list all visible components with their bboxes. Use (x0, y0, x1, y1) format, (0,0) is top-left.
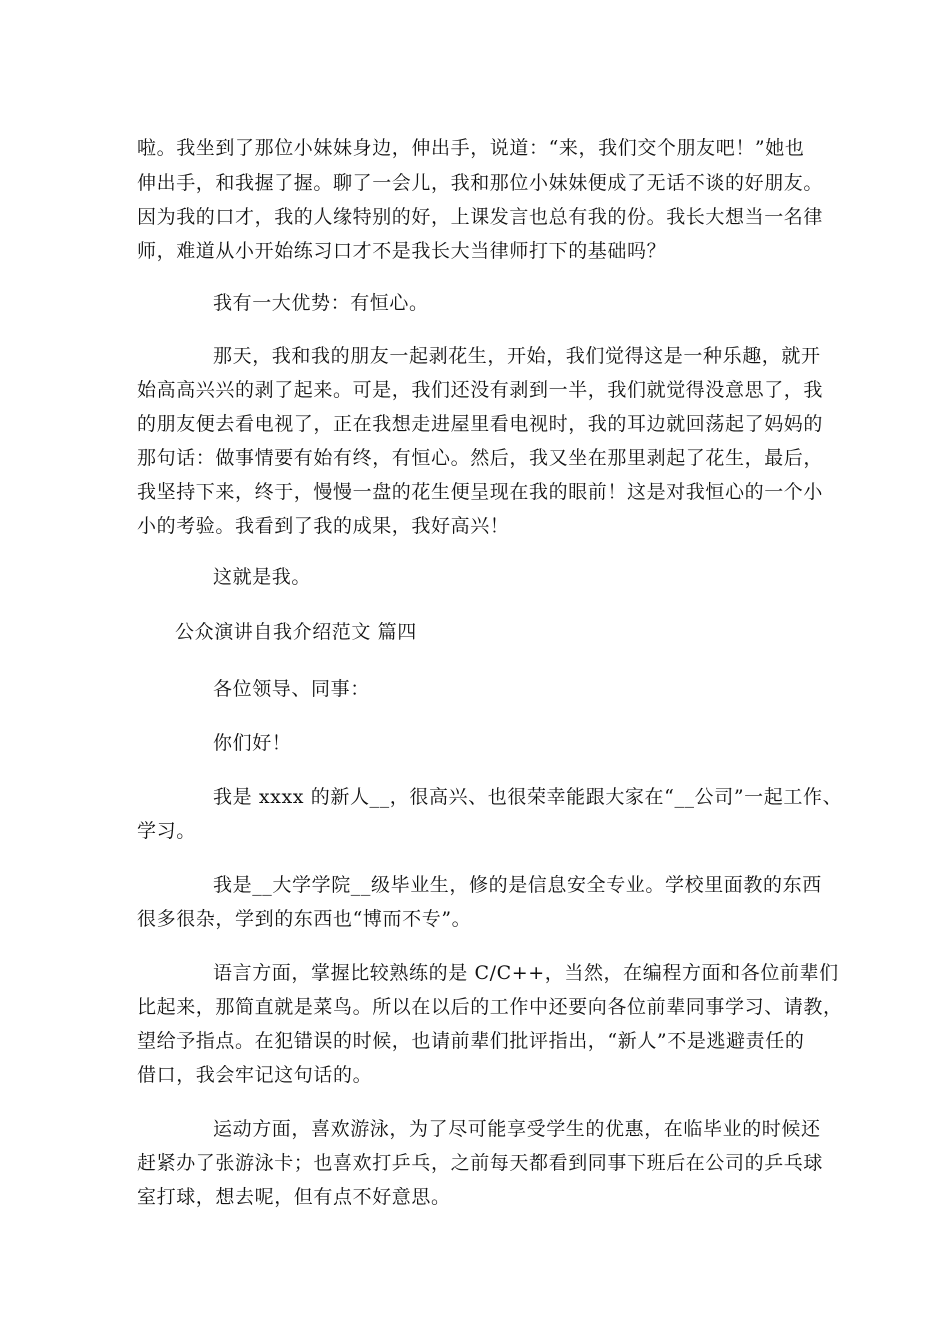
paragraph-line: 室打球，想去呢，但有点不好意思。 (137, 1186, 451, 1208)
paragraph-line: 因为我的口才，我的人缘特别的好，上课发言也总有我的份。我长大想当一名律 (137, 206, 824, 228)
paragraph-line: 语言方面，掌握比较熟练的是 C/C++，当然，在编程方面和各位前辈们 (213, 962, 839, 984)
greeting-line: 你们好！ (213, 732, 292, 754)
paragraph-line: 比起来，那简直就是菜鸟。所以在以后的工作中还要向各位前辈同事学习、请教， (137, 996, 843, 1018)
paragraph-line: 很多很杂，学到的东西也“博而不专”。 (137, 908, 472, 930)
paragraph-line: 啦。我坐到了那位小妹妹身边，伸出手，说道：“来，我们交个朋友吧！”她也 (137, 137, 805, 159)
paragraph-line: 的朋友便去看电视了，正在我想走进屋里看电视时，我的耳边就回荡起了妈妈的 (137, 413, 824, 435)
paragraph-line: 我坚持下来，终于，慢慢一盘的花生便呈现在我的眼前！这是对我恒心的一个小 (137, 481, 824, 503)
paragraph-line: 运动方面，喜欢游泳，为了尽可能享受学生的优惠，在临毕业的时候还 (213, 1118, 821, 1140)
paragraph-line: 借口，我会牢记这句话的。 (137, 1064, 373, 1086)
paragraph-line: 学习。 (137, 820, 196, 842)
paragraph-line: 那天，我和我的朋友一起剥花生，开始，我们觉得这是一种乐趣，就开 (213, 345, 821, 367)
greeting-line: 各位领导、同事： (213, 678, 370, 700)
paragraph-line: 这就是我。 (213, 566, 312, 588)
paragraph-line: 那句话：做事情要有始有终，有恒心。然后，我又坐在那里剥起了花生，最后， (137, 447, 824, 469)
paragraph-line: 始高高兴兴的剥了起来。可是，我们还没有剥到一半，我们就觉得没意思了，我 (137, 379, 824, 401)
paragraph-line: 我有一大优势：有恒心。 (213, 292, 429, 314)
paragraph-line: 师，难道从小开始练习口才不是我长大当律师打下的基础吗？ (137, 240, 667, 262)
paragraph-line: 赶紧办了张游泳卡；也喜欢打乒乓，之前每天都看到同事下班后在公司的乒乓球 (137, 1152, 824, 1174)
paragraph-line: 我是 xxxx 的新人__，很高兴、也很荣幸能跟大家在“__公司”一起工作、 (213, 786, 843, 808)
section-heading: 公众演讲自我介绍范文 篇四 (175, 621, 417, 643)
paragraph-line: 望给予指点。在犯错误的时候，也请前辈们批评指出，“新人”不是逃避责任的 (137, 1030, 805, 1052)
paragraph-line: 小的考验。我看到了我的成果，我好高兴！ (137, 515, 510, 537)
paragraph-line: 伸出手，和我握了握。聊了一会儿，我和那位小妹妹便成了无话不谈的好朋友。 (137, 172, 824, 194)
paragraph-line: 我是__大学学院__级毕业生，修的是信息安全专业。学校里面教的东西 (213, 874, 822, 896)
